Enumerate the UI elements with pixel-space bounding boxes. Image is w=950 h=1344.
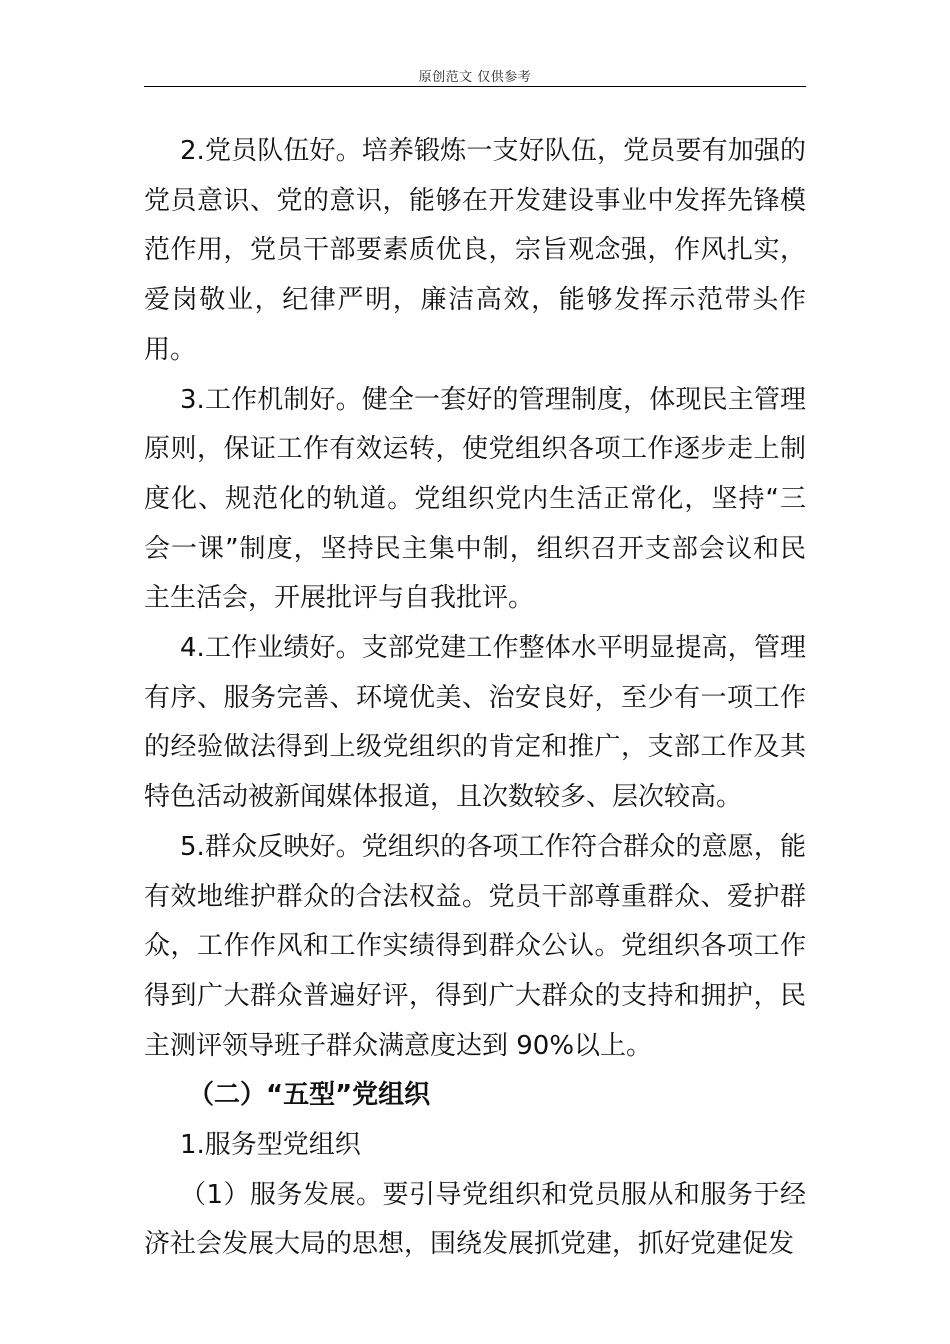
paragraph-work-mechanism: 3.工作机制好。健全一套好的管理制度，体现民主管理原则，保证工作有效运转，使党组织各项工作逐步走上制度化、规范化的轨道。党组织党内生活正常化，坚持“三会一课”制度，坚持民主集中制，组织召开支部会议和民主生活会，开展批评与自我批评。 <box>144 384 806 614</box>
paragraph-work-performance: 4.工作业绩好。支部党建工作整体水平明显提高，管理有序、服务完善、环境优美、治安良好，至少有一项工作的经验做法得到上级党组织的肯定和推广，支部工作及其特色活动被新闻媒体报道，且次数较多、层次较高。 <box>144 633 806 813</box>
paragraph-party-members: 2.党员队伍好。培养锻炼一支好队伍，党员要有加强的党员意识、党的意识，能够在开发建设事业中发挥先锋模范作用，党员干部要素质优良，宗旨观念强，作风扎实，爱岗敬业，纪律严明，廉洁高效，能够发挥示范带头作用。 <box>144 136 806 365</box>
section-heading: （二）“五型”党组织 <box>188 1080 431 1111</box>
page-header: 原创范文 仅供参考 <box>418 70 532 85</box>
header-rule <box>144 86 806 87</box>
paragraph-public-feedback: 5.群众反映好。党组织的各项工作符合群众的意愿，能有效地维护群众的合法权益。党员干部尊重群众、爱护群众，工作作风和工作实绩得到群众公认。党组织各项工作得到广大群众普遍好评，得到广大群众的支持和拥护，民主测评领导班子群众满意度达到 90%以上。 <box>144 831 806 1061</box>
document-body <box>144 127 806 1270</box>
subheading: 1.服务型党组织 <box>180 1130 361 1161</box>
paragraph-service-development: （1）服务发展。要引导党组织和党员服从和服务于经济社会发展大局的思想，围绕发展抓党建，抓好党建促发 <box>144 1179 806 1260</box>
